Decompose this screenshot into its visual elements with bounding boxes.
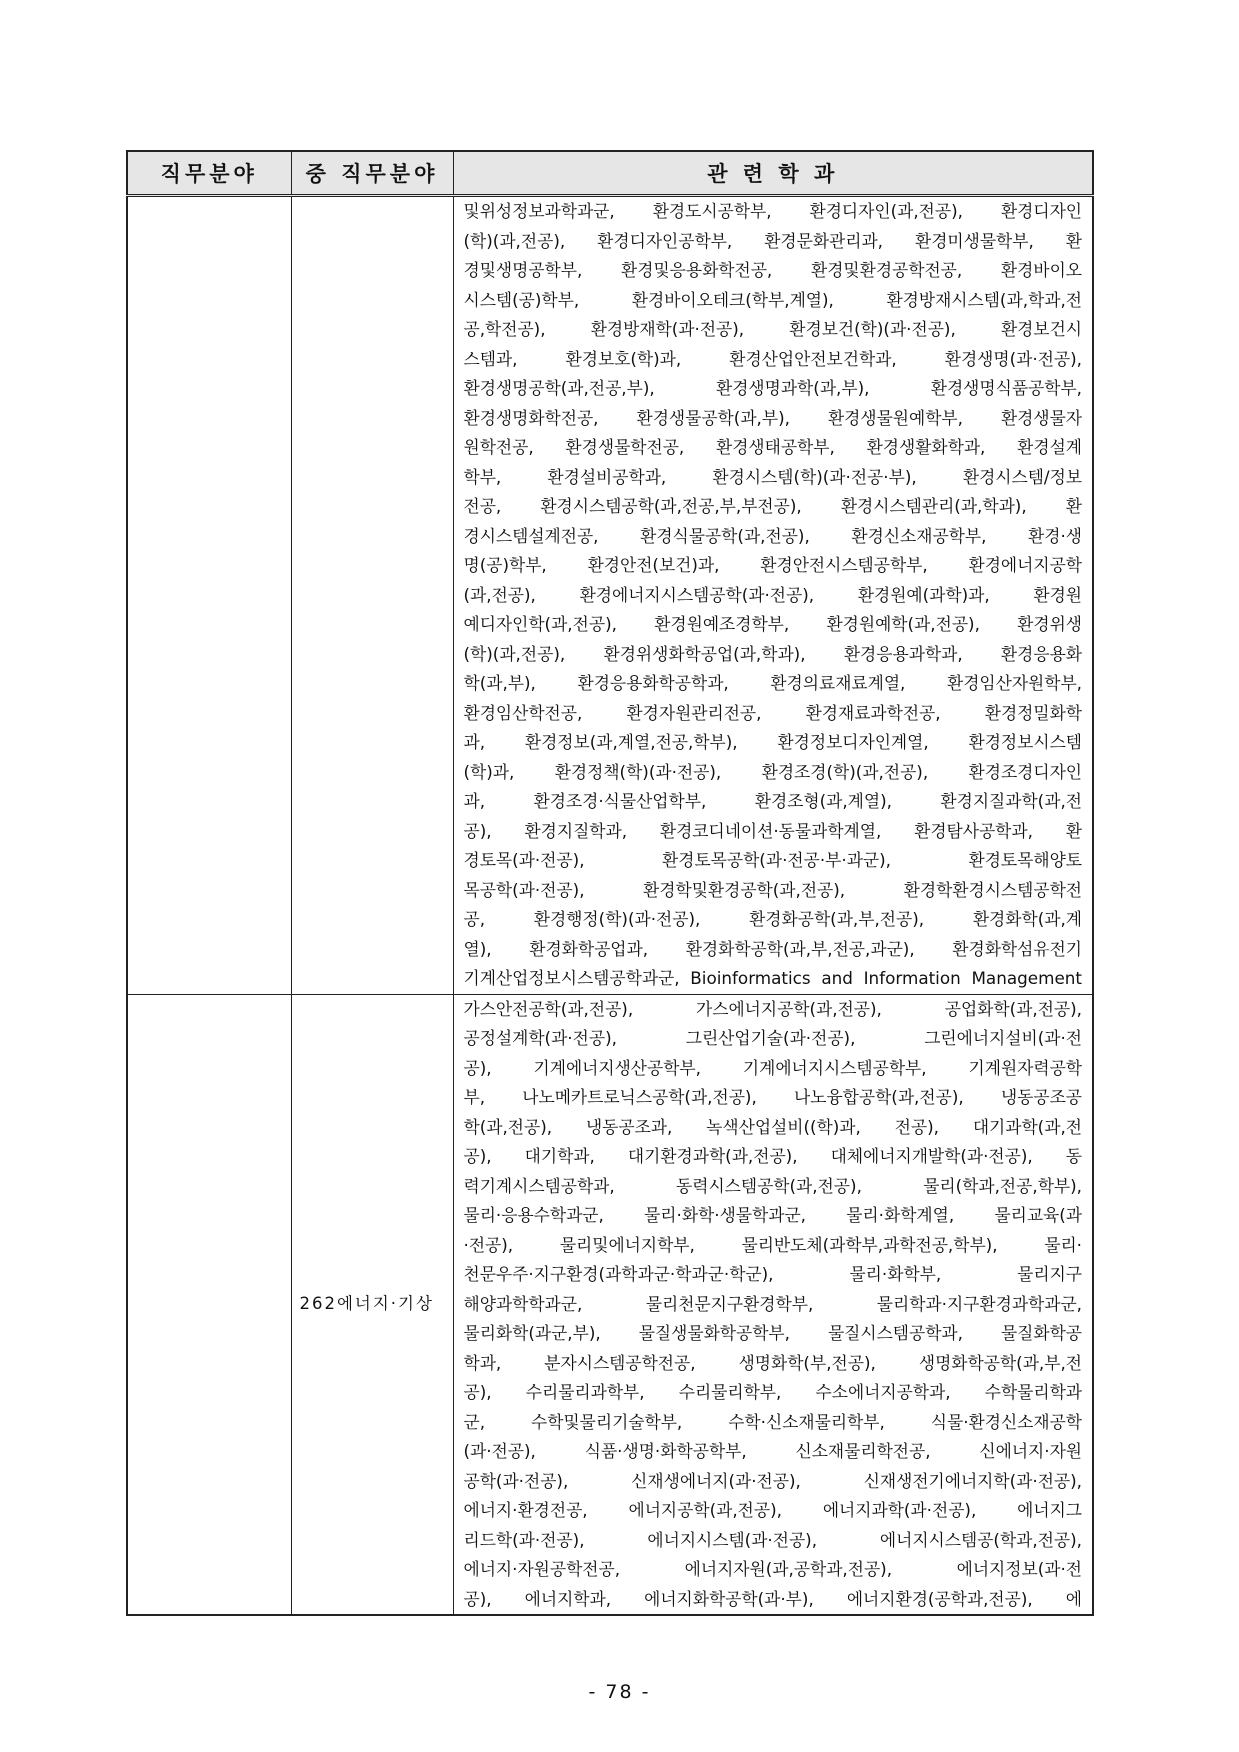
department-text-line: 예디자인학(과,전공), 환경원예조경학부, 환경원예학(과,전공), 환경위생 (463, 614, 1082, 634)
department-text-line: 학(과,부), 환경응용화학공학과, 환경의료재료계열, 환경임산자원학부, (463, 673, 1082, 693)
department-text-line: 경및생명공학부, 환경및응용화학전공, 환경및환경공학전공, 환경바이오 (463, 260, 1082, 280)
department-text-line: 과, 환경정보(과,계열,전공,학부), 환경정보디자인계열, 환경정보시스템 (463, 732, 1082, 752)
department-text-line: 공학(과·전공), 신재생에너지(과·전공), 신재생전기에너지학(과·전공), (463, 1470, 1082, 1491)
department-text-line: 에너지·자원공학전공, 에너지자원(과,공학과,전공), 에너지정보(과·전 (463, 1559, 1082, 1579)
job-field-cell (127, 196, 291, 995)
department-text-line: 가스안전공학(과,전공), 가스에너지공학(과,전공), 공업화학(과,전공), (463, 998, 1082, 1019)
department-text-line: 기계산업정보시스템공학과군, Bioinformatics and Information Management (463, 968, 1082, 988)
department-text-line: 공), 에너지학과, 에너지화학공학(과·부), 에너지환경(공학과,전공), 에 (463, 1588, 1082, 1609)
department-text-line: 시스템(공)학부, 환경바이오테크(학부,계열), 환경방재시스템(과,학과,전 (463, 289, 1082, 310)
page-number: - 78 - (588, 1681, 651, 1703)
department-text-line: (과·전공), 식품·생명·화학공학부, 신소재물리학전공, 신에너지·자원 (463, 1441, 1082, 1461)
department-text-line: 및위성정보과학과군, 환경도시공학부, 환경디자인(과,전공), 환경디자인 (463, 201, 1082, 221)
department-text-line: 물리·응용수학과군, 물리·화학·생물학과군, 물리·화학계열, 물리교육(과 (463, 1205, 1082, 1225)
department-text-line: (학)(과,전공), 환경위생화학공업(과,학과), 환경응용과학과, 환경응용화 (463, 643, 1082, 664)
department-text-line: 스템과, 환경보호(학)과, 환경산업안전보건학과, 환경생명(과·전공), (463, 348, 1082, 369)
department-text-line: 공), 기계에너지생산공학부, 기계에너지시스템공학부, 기계원자력공학 (463, 1057, 1082, 1078)
department-text-line: 에너지·환경전공, 에너지공학(과,전공), 에너지과학(과·전공), 에너지그 (463, 1500, 1082, 1520)
department-text-line: 해양과학학과군, 물리천문지구환경학부, 물리학과·지구환경과학과군, (463, 1293, 1082, 1314)
department-text-line: 전공, 환경시스템공학(과,전공,부,부전공), 환경시스템관리(과,학과), 환 (463, 496, 1082, 516)
department-text-line: 경시스템설계전공, 환경식물공학(과,전공), 환경신소재공학부, 환경·생 (463, 525, 1082, 546)
department-text-line: 공), 수리물리과학부, 수리물리학부, 수소에너지공학과, 수학물리학과 (463, 1382, 1082, 1402)
department-text-line: 학부, 환경설비공학과, 환경시스템(학)(과·전공·부), 환경시스템/정보 (463, 466, 1082, 487)
department-text-line: 원학전공, 환경생물학전공, 환경생태공학부, 환경생활화학과, 환경설계 (463, 437, 1082, 457)
department-text-line: 공,학전공), 환경방재학(과·전공), 환경보건(학)(과·전공), 환경보건시 (463, 319, 1082, 339)
department-text-line: 환경생명공학(과,전공,부), 환경생명과학(과,부), 환경생명식품공학부, (463, 378, 1082, 398)
department-text-line: 천문우주·지구환경(과학과군·학과군·학군), 물리·화학부, 물리지구 (463, 1264, 1082, 1284)
department-text-line: 군, 수학및물리기술학부, 수학·신소재물리학부, 식물·환경신소재공학 (463, 1411, 1082, 1432)
related-departments-cell (453, 994, 1093, 1615)
header-sub-job-field: 중 직무분야 (291, 151, 453, 196)
department-text-line: 력기계시스템공학과, 동력시스템공학(과,전공), 물리(학과,전공,학부), (463, 1175, 1082, 1196)
department-text-line: 명(공)학부, 환경안전(보건)과, 환경안전시스템공학부, 환경에너지공학 (463, 555, 1082, 575)
department-text-line: 공정설계학(과·전공), 그린산업기술(과·전공), 그린에너지설비(과·전 (463, 1028, 1082, 1048)
department-text-line: 환경생명화학전공, 환경생물공학(과,부), 환경생물원예학부, 환경생물자 (463, 407, 1082, 428)
department-text-line: 물리화학(과군,부), 물질생물화학공학부, 물질시스템공학과, 물질화학공 (463, 1323, 1082, 1343)
department-text-line: 공), 환경지질학과, 환경코디네이션·동물과학계열, 환경탐사공학과, 환 (463, 820, 1082, 841)
department-text-line: 학(과,전공), 냉동공조과, 녹색산업설비((학)과, 전공), 대기과학(과,전 (463, 1116, 1082, 1137)
table-row (127, 994, 1093, 1615)
department-text-line: 부, 나노메카트로닉스공학(과,전공), 나노융합공학(과,전공), 냉동공조공 (463, 1087, 1082, 1107)
sub-job-field-cell: 262에너지·기상 (291, 994, 453, 1615)
department-text-line: 공), 대기학과, 대기환경과학(과,전공), 대체에너지개발학(과·전공), 동 (463, 1146, 1082, 1166)
department-text-line: 공, 환경행정(학)(과·전공), 환경화공학(과,부,전공), 환경화학(과,계 (463, 909, 1082, 929)
department-text-line: (과,전공), 환경에너지시스템공학(과·전공), 환경원예(과학)과, 환경원 (463, 584, 1082, 605)
sub-job-field-cell (291, 196, 453, 995)
department-text-line: (학)과, 환경정책(학)(과·전공), 환경조경(학)(과,전공), 환경조경디자인 (463, 761, 1082, 782)
department-text-line: 리드학(과·전공), 에너지시스템(과·전공), 에너지시스템공(학과,전공), (463, 1529, 1082, 1550)
table-row (127, 196, 1093, 995)
department-text-line: (학)(과,전공), 환경디자인공학부, 환경문화관리과, 환경미생물학부, 환 (463, 230, 1082, 251)
header-job-field: 직무분야 (127, 151, 291, 196)
header-related-departments: 관 련 학 과 (453, 151, 1093, 196)
table-header-row (127, 151, 1093, 196)
department-text-line: ·전공), 물리및에너지학부, 물리반도체(과학부,과학전공,학부), 물리· (463, 1234, 1082, 1255)
department-text-line: 경토목(과·전공), 환경토목공학(과·전공·부·과군), 환경토목해양토 (463, 850, 1082, 870)
department-text-line: 열), 환경화학공업과, 환경화학공학(과,부,전공,과군), 환경화학섬유전기 (463, 938, 1082, 959)
department-text-line: 학과, 분자시스템공학전공, 생명화학(부,전공), 생명화학공학(과,부,전 (463, 1352, 1082, 1373)
department-text-line: 과, 환경조경·식물산업학부, 환경조형(과,계열), 환경지질과학(과,전 (463, 791, 1082, 811)
department-text-line: 목공학(과·전공), 환경학및환경공학(과,전공), 환경학환경시스템공학전 (463, 879, 1082, 900)
department-text-line: 환경임산학전공, 환경자원관리전공, 환경재료과학전공, 환경정밀화학 (463, 702, 1082, 723)
related-departments-cell (453, 196, 1093, 995)
departments-table (126, 150, 1094, 1616)
job-field-cell (127, 994, 291, 1615)
